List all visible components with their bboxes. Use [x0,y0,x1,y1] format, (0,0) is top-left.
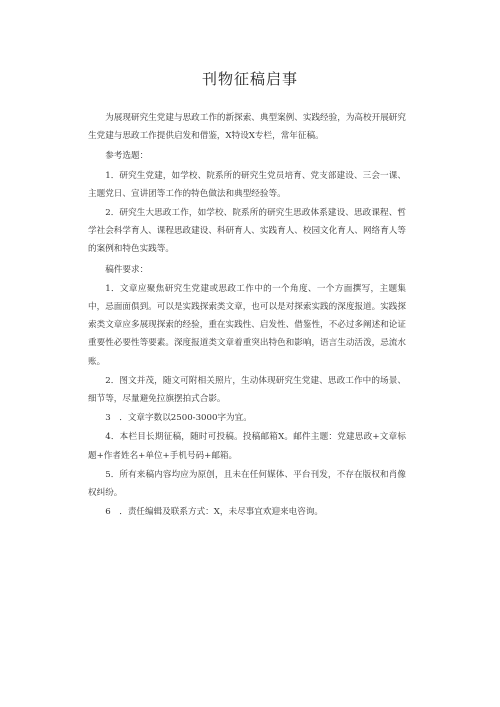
requirement-item-3: 3 ．文章字数以2500-3000字为宜。 [105,413,252,424]
topics-heading: 参考选题： [105,151,149,162]
document-body [88,109,406,522]
topic-item-1: 1．研究生党建，如学校、院系所的研究生党员培育、党支部建设、三会一课、主题党日、宣讲团等工作的特色做法和典型经验等。 [88,170,406,199]
intro-paragraph: 为展现研究生党建与思政工作的新探索、典型案例、实践经验，为高校开展研究生党建与思政工作提供启发和借鉴，X特设X专栏，常年征稿。 [88,113,406,142]
document-title: 刊物征稿启事 [201,70,298,88]
requirement-item-2: 2．图文并茂，随文可附相关照片，生动体现研究生党建、思政工作中的场景、细节等，尽量避免拉旗摆拍式合影。 [88,375,406,405]
requirement-item-5: 5．所有来稿内容均应为原创，且未在任何媒体、平台刊发，不存在版权和肖像权纠纷。 [88,469,406,499]
topic-item-2: 2．研究生大思政工作，如学校、院系所的研究生思政体系建设、思政课程、哲学社会科学育人、课程思政建设、科研育人、实践育人、校园文化育人、网络育人等的案例和特色实践等。 [88,208,406,255]
requirement-item-1: 1．文章应聚焦研究生党建或思政工作中的一个角度、一个方面撰写，主题集中，忌面面俱到。可以是实践探索类文章，也可以是对探索实践的深度报道。实践探索类文章应多展现探索的经验，重在实践性、启发性、借鉴性，不必过多阐述和论证重要性必要性等要素。深度报道类文章着重突出特色和影响，语言生动活泼，忌流水账。 [88,283,406,367]
requirement-item-4: 4．本栏目长期征稿，随时可投稿。投稿邮箱X。邮件主题：党建思政+文章标题+作者姓名+单位+手机号码+邮箱。 [88,432,406,461]
requirement-item-6: 6 ．责任编辑及联系方式：X，未尽事宜欢迎来电咨询。 [105,507,324,518]
requirements-heading: 稿件要求： [105,264,149,275]
